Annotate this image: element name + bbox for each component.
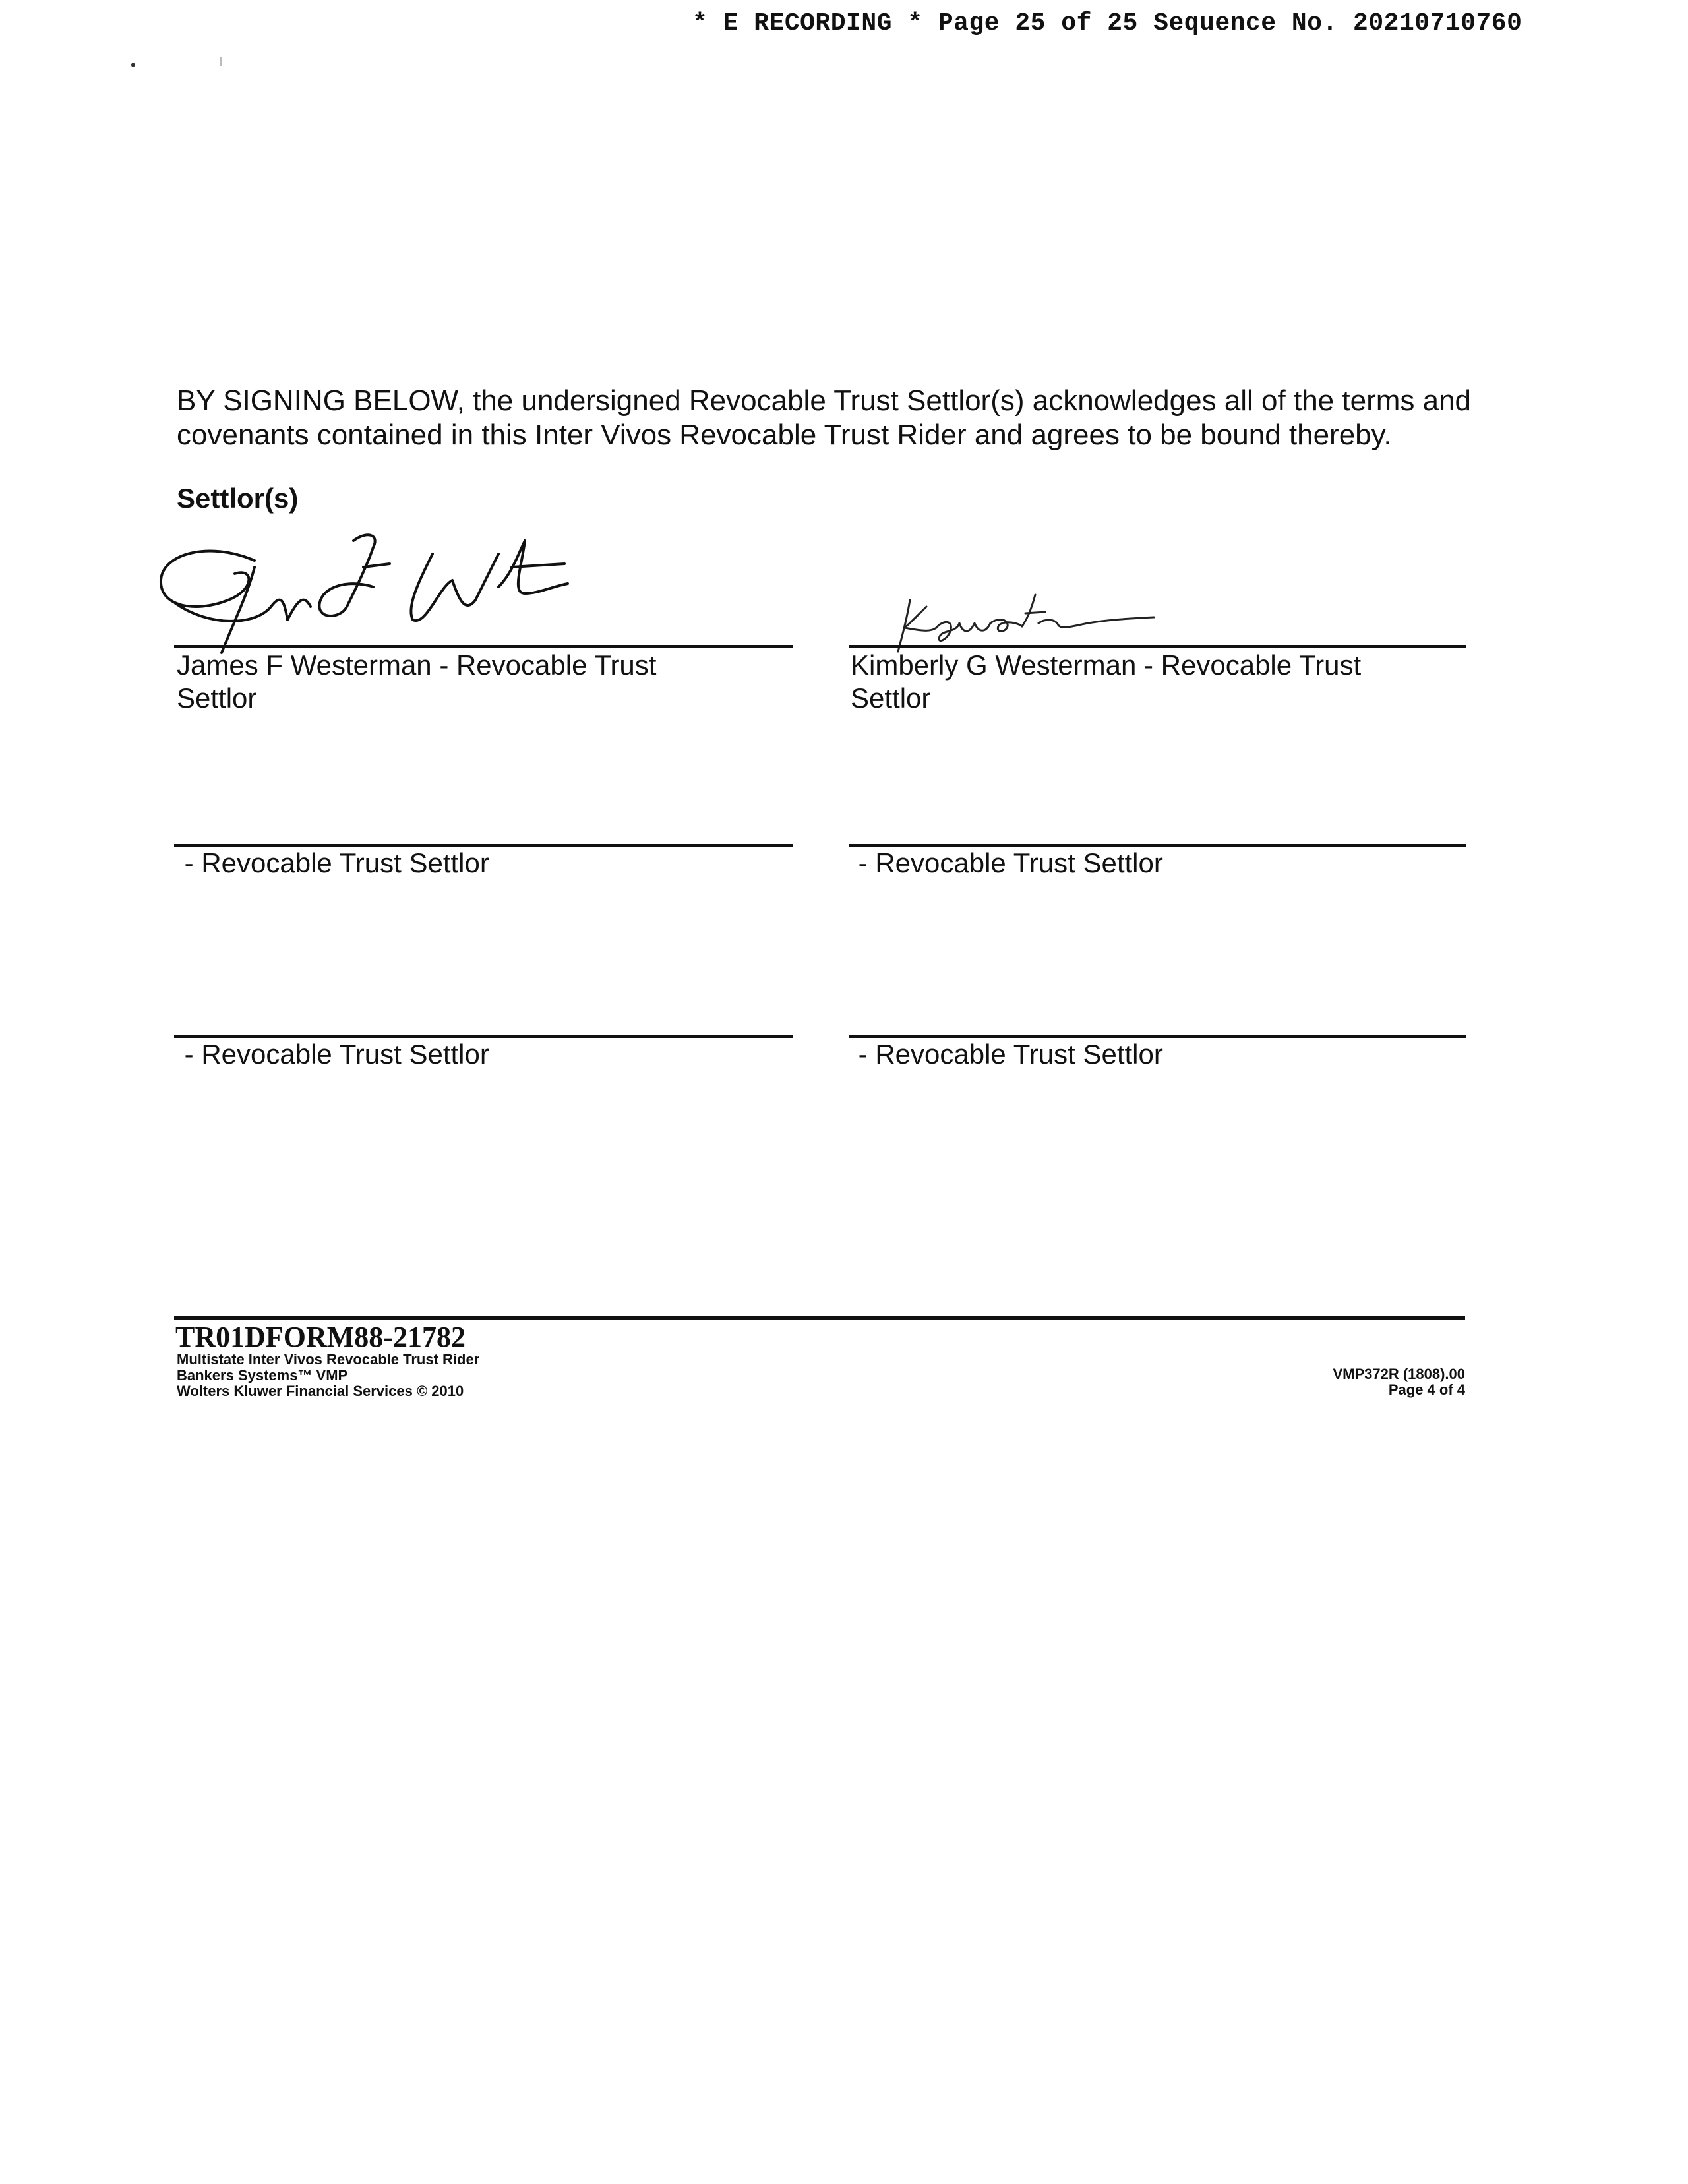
settlors-heading: Settlor(s) bbox=[177, 483, 299, 514]
signature-label-2 bbox=[851, 649, 1361, 715]
settlor-role-3: - Revocable Trust Settlor bbox=[177, 847, 489, 878]
acknowledgement-line-1: BY SIGNING BELOW, the undersigned Revocable Trust Settlor(s) acknowledges all of the terms and bbox=[177, 384, 1472, 417]
footer-right-block bbox=[1333, 1366, 1465, 1398]
signature-label-1 bbox=[177, 649, 656, 715]
settlor-role-2-cont: Settlor bbox=[851, 682, 931, 713]
recording-header: * E RECORDING * Page 25 of 25 Sequence No. 20210710760 bbox=[692, 9, 1522, 38]
settlor-role-1: - Revocable Trust bbox=[431, 650, 657, 681]
settlor-name-1: James F Westerman bbox=[177, 650, 432, 681]
footer-copyright: Wolters Kluwer Financial Services © 2010 bbox=[177, 1383, 464, 1399]
settlor-role-5: - Revocable Trust Settlor bbox=[177, 1039, 489, 1070]
settlor-role-1-cont: Settlor bbox=[177, 682, 257, 713]
settlor-role-4: - Revocable Trust Settlor bbox=[851, 847, 1163, 878]
signature-line-1 bbox=[174, 645, 793, 648]
footer-form-title: Multistate Inter Vivos Revocable Trust Rider bbox=[177, 1351, 480, 1368]
footer-left-block bbox=[177, 1352, 479, 1399]
footer-form-number: VMP372R (1808).00 bbox=[1333, 1366, 1465, 1382]
signature-label-5 bbox=[177, 1038, 489, 1071]
footer-page-number: Page 4 of 4 bbox=[1388, 1381, 1465, 1398]
scan-speck: • bbox=[131, 57, 136, 73]
signature-label-6 bbox=[851, 1038, 1163, 1071]
signature-line-2 bbox=[849, 645, 1466, 648]
form-code: TR01DFORM88-21782 bbox=[175, 1321, 466, 1353]
settlor-role-2: - Revocable Trust bbox=[1136, 650, 1362, 681]
acknowledgement-line-2: covenants contained in this Inter Vivos Revocable Trust Rider and agrees to be bound thereby. bbox=[177, 419, 1392, 451]
footer-rule bbox=[174, 1316, 1465, 1320]
signature-label-3 bbox=[177, 847, 489, 880]
footer-publisher: Bankers Systems™ VMP bbox=[177, 1367, 348, 1383]
scan-speck-mark bbox=[220, 57, 222, 66]
acknowledgement-paragraph bbox=[177, 384, 1495, 452]
signature-label-4 bbox=[851, 847, 1163, 880]
settlor-name-2: Kimberly G Westerman bbox=[851, 650, 1137, 681]
settlor-role-6: - Revocable Trust Settlor bbox=[851, 1039, 1163, 1070]
